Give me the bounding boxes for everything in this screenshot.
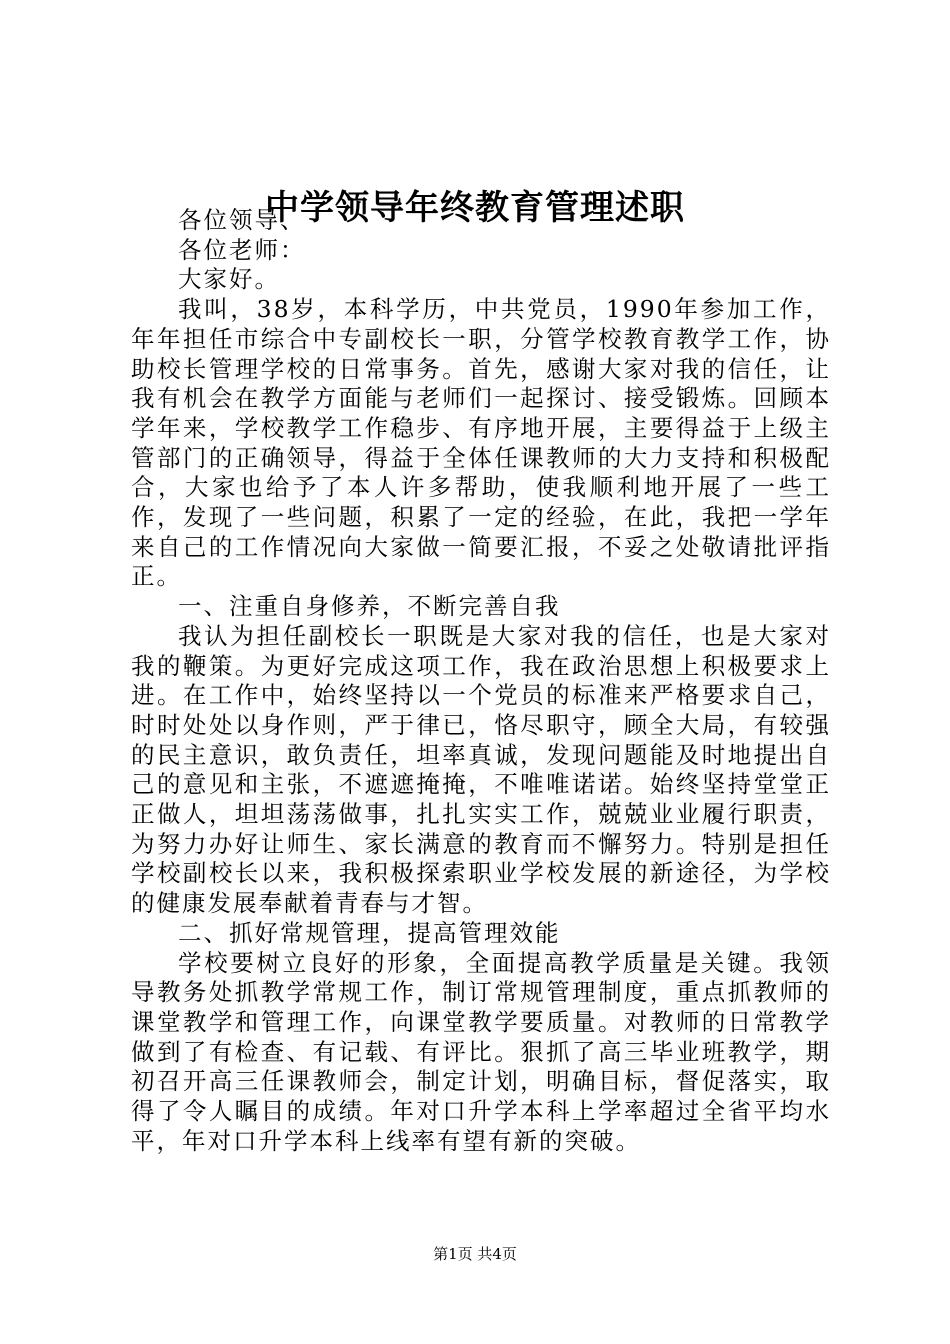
salutation-teachers: 各位老师： [178,235,306,264]
section-1-paragraph: 我认为担任副校长一职既是大家对我的信任，也是大家对我的鞭策。为更好完成这项工作，我在政治思想上积极要求上进。在工作中，始终坚持以一个党员的标准来严格要求自己，时时处处以身作则，严于律已，恪尽职守，顾全大局，有较强的民主意识，敢负责任，坦率真诚，发现问题能及时地提出自己的意见和主张，不遮遮掩掩，不唯唯诺诺。始终坚持堂堂正正做人，坦坦荡荡做事，扎扎实实工作，兢兢业业履行职责，为努力办好让师生、家长满意的教育而不懈努力。特别是担任学校副校长以来，我积极探索职业学校发展的新途径，为学校的健康发展奉献着青春与才智。 [131,621,831,918]
salutation-leaders: 各位领导、 [178,206,306,234]
section-heading-1: 一、注重自身修养，不断完善自我 [178,592,561,621]
section-2-paragraph: 学校要树立良好的形象，全面提高教学质量是关键。我领导教务处抓教学常规工作，制订常规管理制度，重点抓教师的课堂教学和管理工作，向课堂教学要质量。对教师的日常教学做到了有检查、有记载、有评比。狠抓了高三毕业班教学，期初召开高三任课教师会，制定计划，明确目标，督促落实，取得了令人瞩目的成绩。年对口升学本科上学率超过全省平均水平，年对口升学本科上线率有望有新的突破。 [131,948,831,1155]
page-number-footer: 第1页 共4页 [433,1245,517,1263]
section-heading-2: 二、抓好常规管理，提高管理效能 [178,918,561,947]
document-title: 中学领导年终教育管理述职 [265,188,685,228]
document-body [131,206,831,1157]
greeting: 大家好。 [178,265,280,294]
intro-paragraph: 我叫，38岁，本科学历，中共党员，1990年参加工作，年年担任市综合中专副校长一职，分管学校教育教学工作，协助校长管理学校的日常事务。首先，感谢大家对我的信任，让我有机会在教学方面能与老师们一起探讨、接受锻炼。回顾本学年来，学校教学工作稳步、有序地开展，主要得益于上级主管部门的正确领导，得益于全体任课教师的大力支持和积极配合，大家也给予了本人许多帮助，使我顺利地开展了一些工作，发现了一些问题，积累了一定的经验，在此，我把一学年来自己的工作情况向大家做一简要汇报，不妥之处敬请批评指正。 [131,295,831,591]
